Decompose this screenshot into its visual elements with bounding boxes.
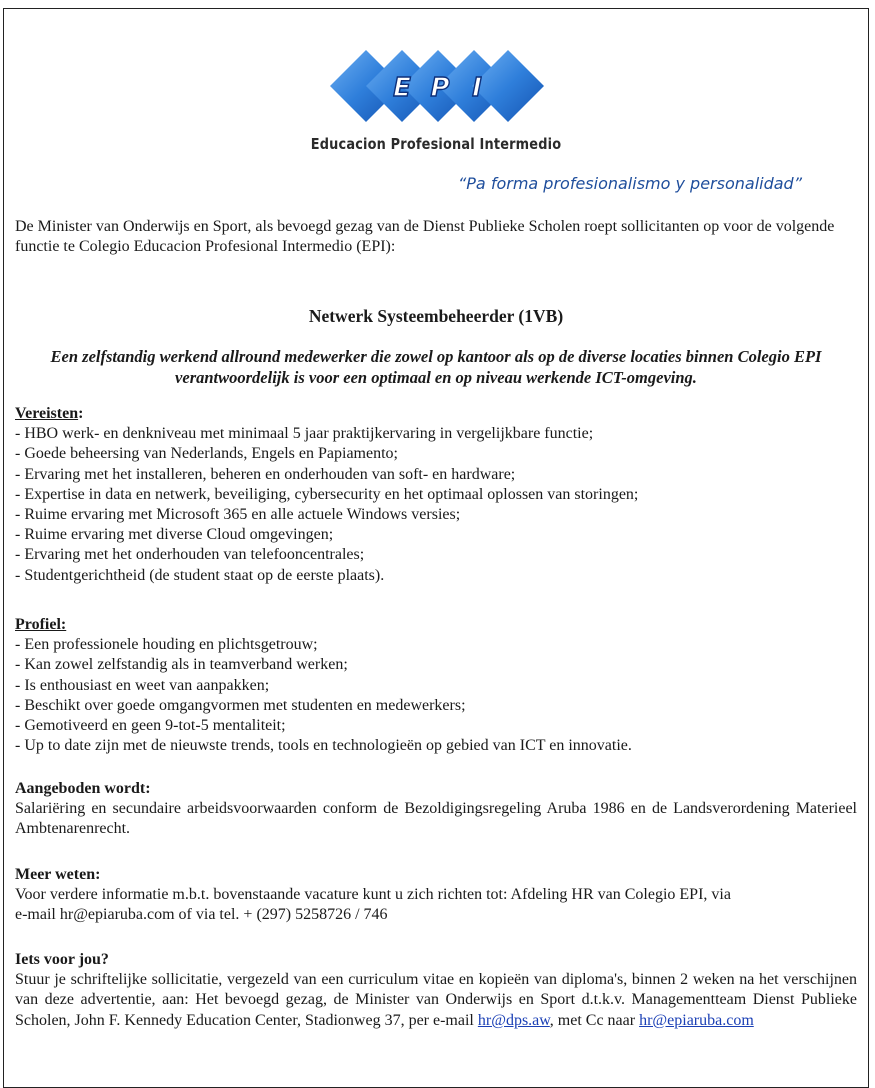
profile-heading: Profiel: <box>15 616 67 633</box>
apply-cc-text: , met Cc naar <box>549 1011 636 1029</box>
apply-text <box>15 970 857 1031</box>
list-item: - Ervaring met het installeren, beheren en onderhouden van soft- en hardware; <box>15 465 516 483</box>
list-item: - HBO werk- en denkniveau met minimaal 5 jaar praktijkervaring in vergelijkbare functie; <box>15 425 594 443</box>
apply-heading: Iets voor jou? <box>15 951 109 968</box>
job-title: Netwerk Systeembeheerder (1VB) <box>308 306 564 326</box>
list-item: - Ervaring met het onderhouden van telefooncentrales; <box>15 546 365 564</box>
list-item: - Expertise in data en netwerk, beveiliging, cybersecurity en het optimaal oplossen van storingen; <box>15 485 639 503</box>
logo-letter-p: P <box>430 73 450 103</box>
profile-section <box>15 615 857 756</box>
email-link-epi[interactable]: hr@epiaruba.com <box>639 1011 754 1029</box>
list-item: - Studentgerichtheid (de student staat op de eerste plaats). <box>15 566 385 584</box>
list-item: - Ruime ervaring met Microsoft 365 en alle actuele Windows versies; <box>15 506 461 524</box>
more-info-heading: Meer weten: <box>15 866 101 883</box>
list-item: - Een professionele houding en plichtsgetrouw; <box>15 636 318 654</box>
intro-paragraph <box>15 217 857 257</box>
email-link-dps[interactable]: hr@dps.aw <box>477 1011 550 1029</box>
offered-section <box>15 779 857 840</box>
list-item: - Goede beheersing van Nederlands, Engels en Papiamento; <box>15 445 398 463</box>
offered-text: Salariëring en secundaire arbeidsvoorwaarden conform de Bezoldigingsregeling Aruba 1986 en de Landsverordening Materieel Ambtenarenrecht. <box>15 800 857 838</box>
motto: “Pa forma profesionalismo y personalidad” <box>457 174 802 193</box>
requirements-heading-label: Vereisten <box>15 405 79 422</box>
list-item: - Ruime ervaring met diverse Cloud omgevingen; <box>15 526 334 544</box>
list-item: - Up to date zijn met de nieuwste trends, tools en technologieën op gebied van ICT en innovatie. <box>15 737 632 755</box>
more-info-section <box>15 865 857 926</box>
apply-body: Stuur je schriftelijke sollicitatie, vergezeld van een curriculum vitae en kopieën van diploma's, binnen 2 weken na het verschijnen van deze advertentie, aan: Het bevoegd gezag, de Minister van Onderwijs en Sport d.t.k.v. Managementteam Dienst Publieke Scholen, John F. Kennedy Education Center, Stadionweg 37, per e-mail <box>15 971 857 1029</box>
logo-subtitle: Educacion Profesional Intermedio <box>310 135 562 153</box>
offered-heading: Aangeboden wordt: <box>15 780 151 797</box>
epi-logo <box>330 44 544 128</box>
more-info-line-2: e-mail hr@epiaruba.com of via tel. + (297) 5258726 / 746 <box>15 906 388 924</box>
job-summary: Een zelfstandig werkend allround medewerker die zowel op kantoor als op de diverse locaties binnen Colegio EPI verantwoordelijk is voor een optimaal en op niveau werkende ICT-omgeving. <box>50 347 822 387</box>
logo-letter-i: I <box>472 73 482 103</box>
apply-section <box>15 950 857 1031</box>
requirements-heading-colon: : <box>78 405 84 422</box>
list-item: - Is enthousiast en weet van aanpakken; <box>15 676 270 694</box>
logo-letter-e: E <box>393 73 411 103</box>
list-item: - Gemotiveerd en geen 9-tot-5 mentaliteit; <box>15 717 286 735</box>
intro-text: De Minister van Onderwijs en Sport, als bevoegd gezag van de Dienst Publieke Scholen roept sollicitanten op voor de volgende functie te Colegio Educacion Profesional Intermedio (EPI): <box>15 218 835 255</box>
list-item: - Beschikt over goede omgangvormen met studenten en medewerkers; <box>15 696 466 714</box>
list-item: - Kan zowel zelfstandig als in teamverband werken; <box>15 656 348 674</box>
requirements-heading <box>15 404 857 424</box>
requirements-section <box>15 404 857 586</box>
more-info-line-1: Voor verdere informatie m.b.t. bovenstaande vacature kunt u zich richten tot: Afdeling HR van Colegio EPI, via <box>15 886 731 904</box>
